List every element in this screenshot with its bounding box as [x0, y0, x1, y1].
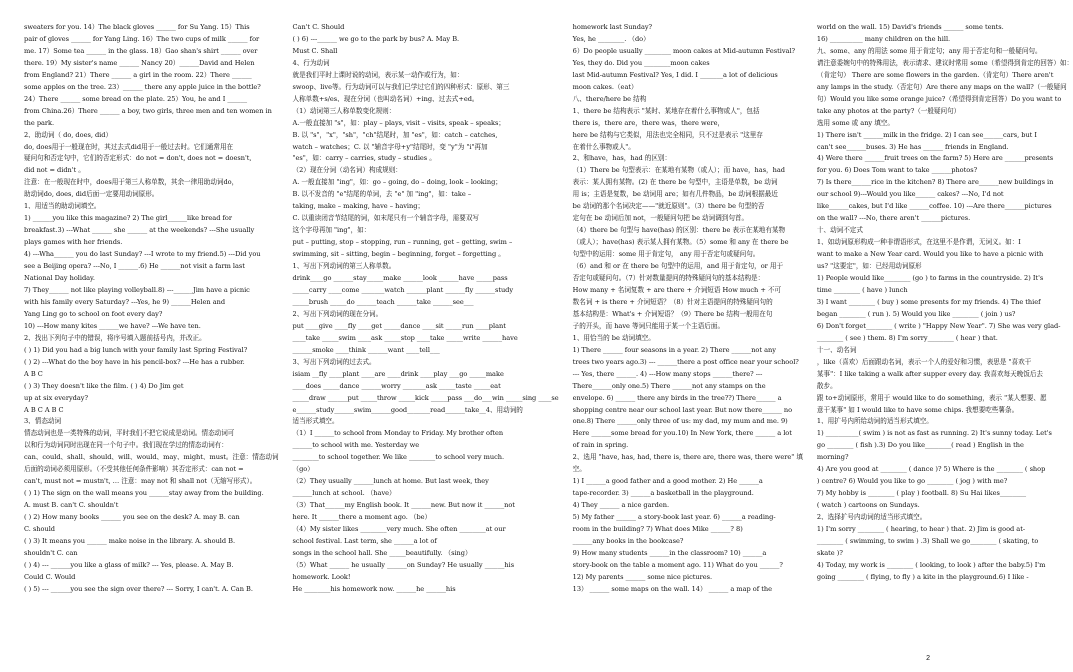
text-line: put ____give ____fly ____get _____dance ____sit _____run ____plant	[292, 321, 506, 330]
text-line: songs in the school hall. She _____beautifully. （sing）	[292, 548, 472, 557]
text-line: 5) My father ______ a story-book last year. 6) ______a reading-	[572, 513, 776, 522]
text-line: 在着什么事物或人"。	[572, 142, 635, 151]
text-line: （2）现在分词（动名词）构成规则：	[292, 166, 402, 175]
text-line: B. 以 "s"，"x"，"sh"，"ch"结尾时，加 "es"，如：catch – catches,	[292, 130, 498, 139]
text-line: shouldn't C. can	[24, 548, 78, 557]
text-line: 情态动词也是一类特殊的动词，平时我们不把它说成是动词。情态动词可	[24, 429, 235, 438]
text-line: 意干某事" 如 I would like to have some chips. 我想要吃些薯条。	[816, 405, 1019, 414]
text-line: 跟 to+动词原形，常用于 would like to do something，表示 "某人想要、愿	[816, 393, 1047, 402]
text-line: here. It ______there a moment ago. （be）	[292, 513, 432, 522]
text-line: 1) ______you like this magazine? 2) The girl______like bread for	[24, 214, 232, 223]
text-line: 12) My parents ______ some nice pictures.	[572, 572, 713, 581]
text-line: Could C. Would	[24, 572, 76, 581]
text-line: can、could、shall、should、will、would、may、might、must。注意：情态动词	[24, 453, 279, 462]
text-line: ______lunch at school. （have）	[292, 489, 396, 498]
text-line: A.一般直接加 "s"，如：play – plays, visit – visits, speak – speaks；	[292, 118, 505, 127]
text-line: 10) ---How many kites ______we have? ---We have ten.	[24, 321, 201, 330]
text-line: 2、写出下列动词的现在分词。	[292, 309, 383, 318]
text-line: ________ ( see ) them. 8) I'm sorry________ ( hear ) that.	[816, 333, 998, 342]
text-line: watch – watches；C. 以 "辅音字母+y"结尾时，变 "y"为 "i"再加	[292, 142, 488, 151]
text-line: want to make a New Year card. Would you like to have a picnic with	[816, 250, 1044, 259]
text-line: some apples on the tree. 23）______ there any apple juice in the bottle?	[24, 82, 261, 91]
text-line: （1）I ______to school from Monday to Friday. My brother often	[292, 429, 504, 438]
text-line: ( ) 3) It means you ______ make noise in the library. A. should B.	[24, 536, 236, 545]
text-line: envelope. 6) ______ there any birds in the tree??) There______ a	[572, 393, 782, 402]
text-line: 这个字母再加 "ing"，如：	[292, 226, 371, 235]
text-line: 表示：某人拥有某物。(2) 在 there be 句型中，主语是单数，be 动词	[572, 178, 778, 187]
text-line: 1、用扩号内所给动词的适当形式填空。	[816, 417, 933, 426]
text-column-2	[293, 22, 559, 656]
text-line: 1) There isn't ______milk in the fridge. 2) I can see______cars, but I	[816, 130, 1037, 139]
text-line: 疑问句和否定句中，它们的否定形式：do not = don't, does not = doesn't,	[24, 154, 252, 163]
text-line: 就是我们平时上课时说的动词，表示某一动作或行为，如：	[292, 70, 464, 79]
text-line: Here ______some bread for you.10) In New York, there ______ a lot	[572, 429, 792, 438]
text-line: 2、助动词（ do, does, did）	[24, 130, 113, 139]
text-line: 选用 some 或 any 填空。	[816, 118, 894, 127]
text-line: 句）Would you like some orange juice?（希望得到肯定回答）Do you want to	[816, 94, 1062, 103]
text-line: 3) I want ________ ( buy ) some presents for my friends. 4) The thief	[816, 297, 1041, 306]
text-line: （1）动词第三人称单数变化规则：	[292, 106, 396, 115]
text-line: Must C. Shall	[292, 46, 338, 55]
text-line: B. 以不发音的 "e"结尾的单词，去 "e" 加 "ing"，如：take –	[292, 190, 472, 199]
text-line: here be 结构与它类似，用法也完全相同，只不过是表示 "这里存	[572, 130, 763, 139]
text-line: on the wall? ---No, there aren't ______pictures.	[816, 214, 971, 223]
text-line: ) centre? 6) Would you like to go ________ ( jog ) with me?	[816, 477, 1008, 486]
text-line: （4）My sister likes ________very much. She often ________at our	[292, 525, 506, 534]
text-line: （3）That______my English book. It ______new. But now it ______not	[292, 501, 515, 510]
text-line: story-book on the table a moment ago. 11) What do you ______?	[572, 560, 783, 569]
text-line: homework. Look!	[292, 572, 351, 581]
text-line: 16) __________ many children on the hill.	[816, 34, 951, 43]
text-line: 九、some、any 的用法 some 用于肯定句；any 用于否定句和一般疑问句。	[816, 46, 1042, 55]
text-line: 句型中的运用：some 用于肯定句， any 用于否定句或疑问句。	[572, 250, 760, 259]
text-line: 1、写出下列动词的第三人称单数。	[292, 262, 396, 271]
text-line: began ________ ( run ). 5) Would you like ________ ( join ) us?	[816, 309, 1016, 318]
text-line: National Day holiday.	[24, 274, 95, 283]
text-line: room in the building? 7) What does Mike ______? 8)	[572, 525, 743, 534]
text-line: sweaters for you. 14）The black gloves ______ for Su Yang. 15）This	[24, 23, 250, 31]
text-line: swoop、live等。行为动词可以与我们已学过它们的四种形式：原形、第三	[292, 82, 510, 91]
text-line: 以和行为动词同时出现在同一个句子中。我们现在学过的情态动词有：	[24, 441, 228, 450]
text-line: Can't C. Should	[292, 23, 345, 31]
text-column-4	[817, 22, 1073, 656]
text-line: ( watch ) cartoons on Sundays.	[816, 501, 920, 510]
text-line: ( ) 1) Did you had a big lunch with your family last Spring Festival?	[24, 345, 248, 354]
text-line: 4) Are you good at ________ ( dance )? 5) Where is the ________ ( shop	[816, 465, 1046, 474]
page-number: 2	[926, 655, 930, 662]
text-line: 基本结构是：What's + 介词短语？（9）There be 结构一般用在句	[572, 309, 773, 318]
text-line: can't see______buses. 3) He has ______ friends in England.	[816, 142, 1009, 151]
text-line: _____carry ____come _______watch ______plant ______fly ______study	[292, 285, 514, 294]
text-line: did not = didn't 。	[24, 166, 85, 175]
text-line: A. must B. can't C. shouldn't	[24, 501, 119, 510]
text-line: A. 一般直接加 "ing"，如：go – going, do – doing, look – looking；	[292, 178, 502, 187]
text-line: 2、选用 "have, has, had, there is, there are, there was, there were" 填	[572, 453, 803, 462]
text-line: 请注意委婉句中的特殊用法，表示请求、建议时常用 some（希望得到肯定的回答）如：	[816, 58, 1073, 67]
text-line: 1) There ______ four seasons in a year. 2) There ______not any	[572, 345, 776, 354]
text-line: （6）and 和 or 在 there be 句型中的运用，and 用于肯定句，or 用于	[572, 262, 784, 271]
text-line: 7) They______ not like playing volleyball.8) ---______Jim have a picnic	[24, 285, 250, 294]
text-line: Yang Ling go to school on foot every day?	[24, 309, 163, 318]
text-line: 4) ---Wha______ you do last Sunday? ---I wrote to my friend.5) ---Did you	[24, 250, 261, 259]
text-line: shopping centre near our school last year. But now there______ no	[572, 405, 793, 414]
text-line: morning?	[816, 453, 849, 462]
text-line: 4、行为动词	[292, 58, 330, 67]
text-line: ( ) 2) How many books ______ you see on the desk? A. may B. can	[24, 513, 240, 522]
text-line: （go）	[292, 465, 314, 474]
text-line: 2、和have，has，had 的区别：	[572, 154, 672, 163]
text-line: swimming, sit – sitting, begin – beginning, forget – forgetting 。	[292, 250, 505, 259]
text-line: plays games with her friends.	[24, 238, 123, 247]
text-line: ，like（喜欢）后面跟动名词，表示一个人的爱好和习惯，表思是 "喜欢干	[816, 357, 1032, 366]
text-line: from England? 21）There ______ a girl in the room. 22）There ______	[24, 70, 252, 79]
text-line: world on the wall. 15) David's friends ______ some tents.	[816, 23, 1004, 31]
text-line: one.8) There ______only three of us: my dad, my mum and me. 9)	[572, 417, 788, 426]
text-line: skate )?	[816, 548, 843, 557]
text-line: ( ) 3) They doesn't like the film. ( ) 4) Do Jim get	[24, 381, 184, 390]
text-line: 1、用适当的助动词填空。	[24, 202, 101, 211]
text-line: our school 9)---Would you like______ cakes? ---No, I'd not	[816, 190, 1004, 199]
text-line: 助动词do, does, did后面一定要用动词原形。	[24, 190, 159, 199]
text-line: do, does用于一般现在时，其过去式did用于一般过去时。它们通常用在	[24, 142, 234, 151]
text-line: 1、如动词原形构成一种非谓语形式，在这里不是作谓，无词义。如：I	[816, 238, 1021, 247]
text-line: us? "这要定"，如：已经用动词原形	[816, 262, 922, 271]
text-line: ( ) 5) --- ______you see the sign over there? --- Sorry, I can't. A. Can B.	[24, 584, 253, 593]
text-line: 某事"：I like taking a walk after supper every day. 我喜欢每天晚饭后去	[816, 369, 1043, 378]
text-line: _____brush _____do ______teach ______take ______see___	[292, 297, 474, 306]
text-line: pair of gloves ______ for Yang Ling. 16）The two cups of milk ______ for	[24, 34, 260, 43]
text-line: 7) Is there______rice in the kitchen? 8) There are______new buildings in	[816, 178, 1054, 187]
text-line: 定句在 be 动词后加 not，一般疑问句把 be 动词调到句首。	[572, 214, 749, 223]
text-line: --- Yes, there ______. 4) ---How many stops ______there? ---	[572, 369, 763, 378]
text-line: There______only one.5) There ______not any stamps on the	[572, 381, 766, 390]
text-line: school festival. Last term, she ______a lot of	[292, 536, 437, 545]
text-line: breakfast.3) ---What ______ she ______ at the weekends? ---She usually	[24, 226, 255, 235]
text-line: drink____go ______stay_____make ______look ______have _____pass	[292, 274, 508, 283]
text-line: going ________ ( flying, to fly ) a kite in the playground.6) I like -	[816, 572, 1029, 581]
text-line: up at six everyday?	[24, 393, 88, 402]
text-line: see a Beijing opera? ---No, I ______.6) He ______not visit a farm last	[24, 262, 245, 271]
text-line: 子的开头，而 have 等词只能用于某一个主语后面。	[572, 321, 725, 330]
text-line: A B C	[24, 369, 43, 378]
text-line: 十、动词不定式	[816, 226, 863, 235]
text-line: 1) __________( swim ) is not as fast as running. 2) It's sunny today. Let's	[816, 429, 1052, 438]
text-line: 十一、动名词	[816, 345, 857, 354]
text-line: Yes, he ________. （do）	[572, 34, 650, 43]
text-line: （1）There be 句型表示：在某地有某物（或人）；而 have，has，had	[572, 166, 785, 175]
text-line: _____draw ______put _____throw _____kick _____pass ___do___win _____sing ____se	[292, 393, 559, 402]
text-line: the park.	[24, 118, 55, 127]
text-line: moon cakes.（eat）	[572, 82, 638, 91]
text-line: 24）There ______ some bread on the plate. 25）You, he and I ______	[24, 94, 248, 103]
text-line: e______study______swim______good_______read______take__4、用动词的	[292, 405, 523, 414]
text-line: How many + 名词复数 + are there + 介词短语 How much + 不可	[572, 285, 782, 294]
text-line: ________ ( swimming, to swim ) .3) Shall we go________ ( skating, to	[816, 536, 1039, 545]
text-line: A B C A B C	[24, 405, 64, 414]
text-line: 4) They ______ a nice garden.	[572, 501, 670, 510]
text-line: 3、写出下列动词的过去式。	[292, 357, 376, 366]
text-line: 空。	[572, 465, 586, 474]
text-line: 2、找出下列句子中的错误，将序号填入题前括号内，并改正。	[24, 333, 206, 342]
text-line: ______smoke ____think ______want ____tell___	[292, 345, 440, 354]
text-line: last Mid-autumn Festival? Yes, I did. I _______a lot of delicious	[572, 70, 778, 79]
text-line: ____take _____swim ____ask _____stop ____take _____write ______have	[292, 333, 518, 342]
text-line: 1) I ______a good father and a good mother. 2) He ______a	[572, 477, 763, 486]
text-line: there is，there are，there was，there were，	[572, 118, 725, 127]
text-line: 用 is；主语是复数，be 动词用 are；如有几件物品，be 动词根据最近	[572, 190, 778, 199]
text-line: 后面的动词必须用原形。（不受其他任何条件影响）其否定形式：can not =	[24, 465, 244, 474]
text-line: be 动词的那个名词决定——"就近原则"。（3）there be 句型的否	[572, 202, 765, 211]
text-line: isiam __fly ____plant ____are ____drink ____play ___go _____make	[292, 369, 504, 378]
text-line: 4) Today, my work is ________ ( looking, to look ) after the baby.5) I'm	[816, 560, 1046, 569]
text-line: taking, make – making, have – having；	[292, 202, 425, 211]
text-line: He ________his homework now. ______he ______his	[292, 584, 456, 593]
text-line: 7) My hobby is ________ ( play ) football. 8) Su Hai likes________	[816, 489, 1027, 498]
text-line: 八、there/here be 结构	[572, 94, 647, 103]
text-line: ______any books in the bookcase?	[572, 536, 684, 545]
text-line: C. 以重读闭音节结尾的词，如末尾只有一个辅音字母，需要双写	[292, 214, 479, 223]
text-line: 1、there be 结构表示 "某时、某地存在着什么事物或人"，包括	[572, 106, 760, 115]
text-line: time ________ ( have ) lunch	[816, 285, 908, 294]
text-line: any lamps in the study.（否定句）Are there any maps on the wall?（一般疑问	[816, 82, 1067, 91]
text-line: "es"，如：carry – carries, study – studies 。	[292, 154, 436, 163]
text-line: like______cakes, but I'd like ______coffee. 10) ---Are there______pictures	[816, 202, 1052, 211]
text-line: 数名词 + is there + 介词短语？（8）针对主语提问的特殊疑问句的	[572, 297, 773, 306]
text-line: 1) I'm sorry ________ ( hearing, to hear ) that. 2) Jim is good at-	[816, 525, 1026, 534]
text-line: （或人）；have(has) 表示某人拥有某物。（5）some 和 any 在 there be	[572, 238, 789, 247]
text-line: ( ) 4) --- ______you like a glass of milk? --- Yes, please. A. May B.	[24, 560, 234, 569]
text-line: ____does _____dance ______worry _______ask _____taste _____eat	[292, 381, 501, 390]
text-line: ( ) 2) ---What do the boy have in his pencil-box? ---He has a rubber.	[24, 357, 245, 366]
text-line: can't, must not = mustn't, … 注意：may not 和 shall not（无缩写形式）。	[24, 477, 257, 486]
text-line: go ________ ( fish ).3) Do you like________( read ) English in the	[816, 441, 1024, 450]
text-line: （肯定句） There are some flowers in the garden.（肯定句）There aren't	[816, 70, 1054, 79]
text-line: put – putting, stop – stopping, run – running, get – getting, swim –	[292, 238, 513, 247]
text-line: 注意：在一般现在时中，does用于第三人称单数，其余一律用助动词do，	[24, 178, 239, 187]
text-line: there. 19）My sister's name ______ Nancy 20）______David and Helen	[24, 58, 255, 67]
text-line: 人称单数+s/es、现在分词（也叫动名词）+ing、过去式+ed。	[292, 94, 479, 103]
text-line: take any photos at the party?（一般疑问句）	[816, 106, 961, 115]
text-line: 适当形式填空。	[292, 417, 339, 426]
text-line: 散步。	[816, 381, 837, 390]
text-columns	[24, 22, 1073, 656]
text-line: tape-recorder. 3) ______a basketball in the playground.	[572, 489, 754, 498]
text-line: ( ) 1) The sign on the wall means you ______stay away from the building.	[24, 489, 264, 498]
text-line: 9) How many students ______in the classroom? 10) ______a	[572, 548, 767, 557]
text-line: 4) Were there ______fruit trees on the farm? 5) Here are ______presents	[816, 154, 1054, 163]
text-line: ______to school with me. Yesterday we	[292, 441, 420, 450]
text-line: （2）They usually ______lunch at home. But last week, they	[292, 477, 489, 486]
text-line: 6) Don't forget________ ( write ) "Happy New Year". 7) She was very glad-	[816, 321, 1061, 330]
text-line: C. should	[24, 525, 55, 534]
text-line: me. 17）Some tea ______ in the glass. 18）Gao shan's shirt ______ over	[24, 46, 258, 55]
text-line: 3、情态动词	[24, 417, 62, 426]
text-line: from China.26）There ______ a boy, two girls, three men and ten women in	[24, 106, 272, 115]
text-line: ( ) 6) ---______ we go to the park by bus? A. May B.	[292, 34, 460, 43]
text-line: 否定句或疑问句。（7）针对数量提问的特殊疑问句的基本结构是：	[572, 274, 765, 283]
text-line: ________to school together. We like ________to school very much.	[292, 453, 505, 462]
text-line: 2、选择扩号内动词的适当形式填空。	[816, 513, 927, 522]
text-column-1	[24, 22, 279, 656]
text-line: trees two years ago.3) --- ______there a post office near your school?	[572, 357, 799, 366]
text-line: for you. 6) Does Tom want to take ______photos?	[816, 166, 978, 175]
text-line: 1) People would like________ (go ) to farms in the countryside. 2) It's	[816, 274, 1044, 283]
text-line: Yes, they do. Did you ________moon cakes	[572, 58, 710, 67]
text-line: 13） ______ some maps on the wall. 14） ______ a map of the	[572, 584, 772, 593]
text-line: of rain in spring.	[572, 441, 629, 450]
text-line: homework last Sunday?	[572, 23, 653, 31]
text-column-3	[573, 22, 803, 656]
text-line: （4）there be 句型与 have(has) 的区别：there be 表示在某地有某物	[572, 226, 786, 235]
text-line: with his family every Saturday? ---Yes, he 9) ______Helen and	[24, 297, 226, 306]
text-line: （5）What ______ he usually ______on Sunday? He usually ______his	[292, 560, 515, 569]
text-line: 6）Do people usually ________ moon cakes at Mid-autumn Festival?	[572, 46, 796, 55]
text-line: 1、用恰当的 be 动词填空。	[572, 333, 655, 342]
